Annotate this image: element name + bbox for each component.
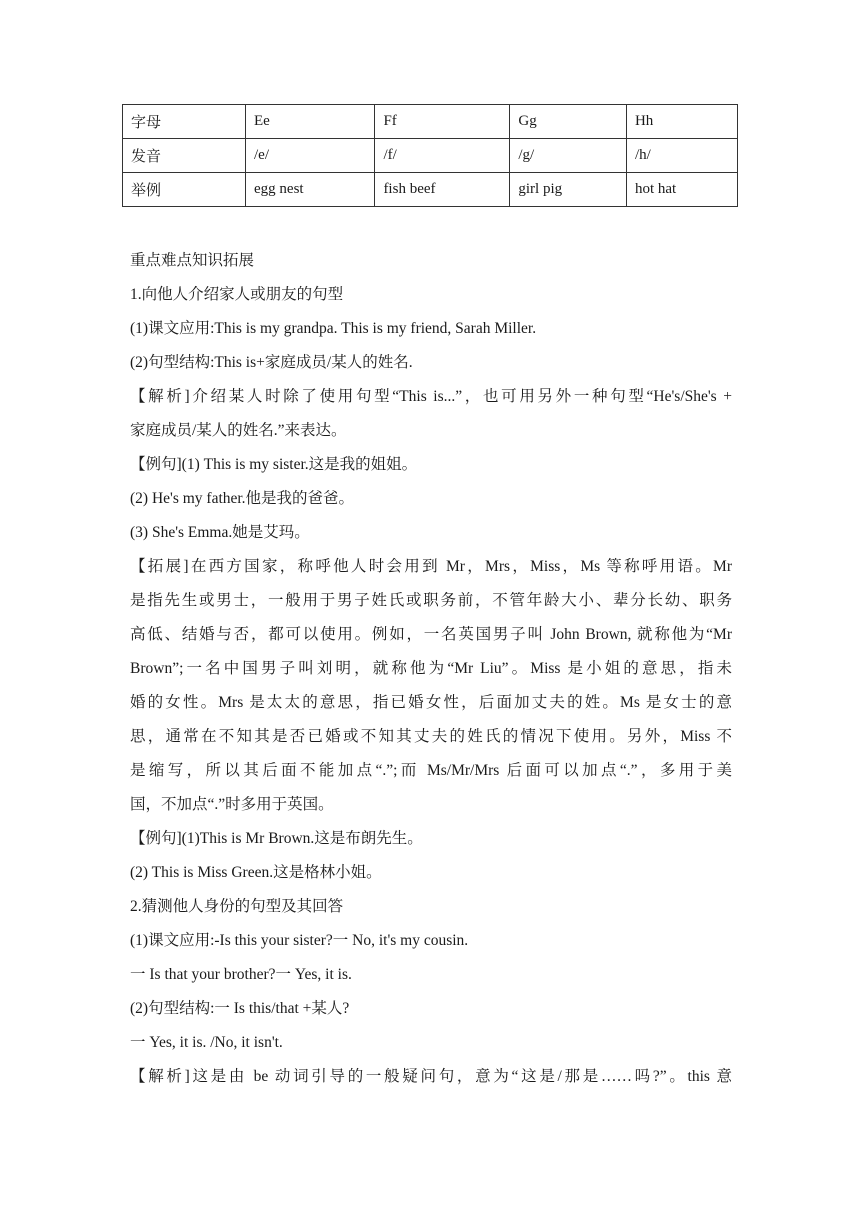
text-line: (2) He's my father.他是我的爸爸。 bbox=[130, 490, 355, 507]
table-row bbox=[123, 173, 738, 207]
text-line: 高低、结婚与否，都可以使用。例如，一名英国男子叫 John Brown, 就称他为“Mr bbox=[130, 626, 732, 643]
knowledge-content bbox=[130, 244, 732, 1094]
table-cell: Gg bbox=[510, 105, 627, 139]
table-cell: Ff bbox=[375, 105, 510, 139]
text-line: 【拓展]在西方国家，称呼他人时会用到 Mr，Mrs，Miss，Ms 等称呼用语。Mr bbox=[130, 558, 732, 575]
text-line: 【例句](1)This is Mr Brown.这是布朗先生。 bbox=[130, 830, 423, 847]
text-line: 【例句](1) This is my sister.这是我的姐姐。 bbox=[130, 456, 418, 473]
text-line: Brown”;一名中国男子叫刘明，就称他为“Mr Liu”。Miss 是小姐的意思，指未 bbox=[130, 660, 732, 677]
table-cell: Ee bbox=[246, 105, 375, 139]
text-line: 是缩写，所以其后面不能加点“.”;而 Ms/Mr/Mrs 后面可以加点“.”，多用于美 bbox=[130, 762, 732, 779]
text-line: (2) This is Miss Green.这是格林小姐。 bbox=[130, 864, 382, 881]
table-cell: egg nest bbox=[246, 173, 375, 207]
text-line: 一 Is that your brother?一 Yes, it is. bbox=[130, 966, 352, 983]
table-cell: /h/ bbox=[626, 139, 737, 173]
table-cell: Hh bbox=[626, 105, 737, 139]
table-cell: /f/ bbox=[375, 139, 510, 173]
row-header-cell: 字母 bbox=[123, 105, 246, 139]
table-cell: girl pig bbox=[510, 173, 627, 207]
text-line: 国，不加点“.”时多用于英国。 bbox=[130, 796, 334, 813]
text-line: 一 Yes, it is. /No, it isn't. bbox=[130, 1034, 283, 1051]
text-line: (2)句型结构:一 Is this/that +某人? bbox=[130, 1000, 350, 1017]
text-line: (1)课文应用:-Is this your sister?一 No, it's my cousin. bbox=[130, 932, 469, 949]
text-line: 婚的女性。Mrs 是太太的意思，指已婚女性，后面加丈夫的姓。Ms 是女士的意 bbox=[130, 694, 732, 711]
text-line: 家庭成员/某人的姓名.”来表达。 bbox=[130, 422, 347, 439]
text-line: 【解析]介绍某人时除了使用句型“This is...”，也可用另外一种句型“He's/She's + bbox=[130, 388, 732, 405]
text-line: 1.向他人介绍家人或朋友的句型 bbox=[130, 286, 344, 303]
table-cell: fish beef bbox=[375, 173, 510, 207]
table-cell: /g/ bbox=[510, 139, 627, 173]
text-line: 是指先生或男士，一般用于男子姓氏或职务前，不管年龄大小、辈分长幼、职务 bbox=[130, 592, 732, 609]
text-line: 2.猜测他人身份的句型及其回答 bbox=[130, 898, 344, 915]
table-cell: hot hat bbox=[626, 173, 737, 207]
text-line: (3) She's Emma.她是艾玛。 bbox=[130, 524, 310, 541]
text-line: 【解析]这是由 be 动词引导的一般疑问句，意为“这是/那是……吗?”。this 意 bbox=[130, 1068, 732, 1085]
table-row bbox=[123, 105, 738, 139]
text-line: 思，通常在不知其是否已婚或不知其丈夫的姓氏的情况下使用。另外，Miss 不 bbox=[130, 728, 732, 745]
row-header-cell: 发音 bbox=[123, 139, 246, 173]
row-header-cell: 举例 bbox=[123, 173, 246, 207]
section-heading: 重点难点知识拓展 bbox=[130, 252, 255, 269]
letter-pronunciation-table bbox=[122, 104, 738, 207]
text-line: (2)句型结构:This is+家庭成员/某人的姓名. bbox=[130, 354, 413, 371]
table-cell: /e/ bbox=[246, 139, 375, 173]
text-line: (1)课文应用:This is my grandpa. This is my friend, Sarah Miller. bbox=[130, 320, 537, 337]
table-row bbox=[123, 139, 738, 173]
